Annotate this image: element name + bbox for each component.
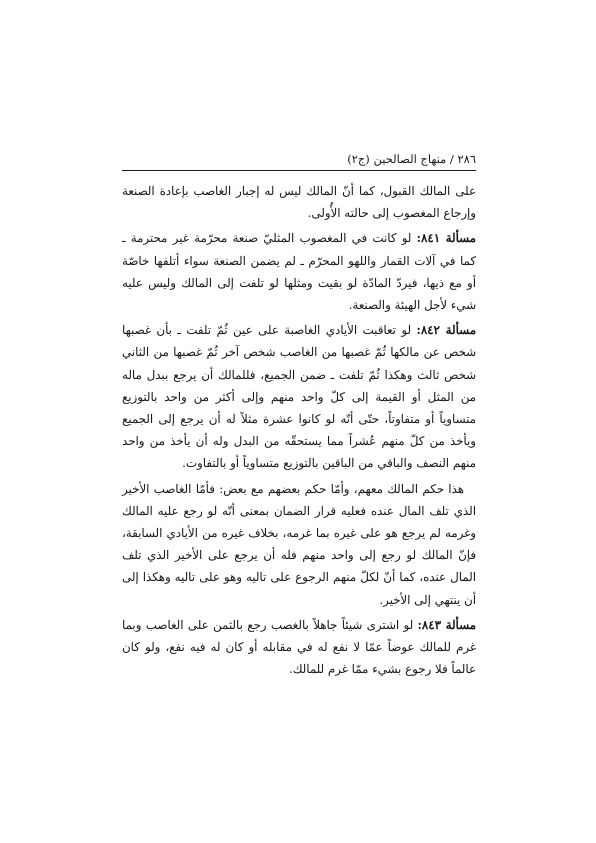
paragraph-continuation <box>122 180 476 224</box>
issue-label: مسألة ٨٤٢: <box>416 323 477 338</box>
paragraph-issue-843 <box>122 614 476 681</box>
issue-label: مسألة ٨٤١: <box>416 231 477 246</box>
book-page <box>122 150 476 683</box>
paragraph-issue-842 <box>122 319 476 474</box>
paragraph-text: لو كانت في المغصوب المثليّ صنعة محرّمة غير محترمة ـ كما في آلات القمار واللهو المحرّم ـ لم يضمن الصنعة سواء أتلفها خاصّة أو مع ذيها، فيردّ المادّة لو بقيت ومثلها لو تلفت إلى المالك وليس عليه شيء لأجل الهيئة والصنعة. <box>122 231 476 313</box>
paragraph-owner-ruling <box>122 478 476 611</box>
paragraph-text: هذا حكم المالك معهم، وأمّا حكم بعضهم مع بعض: فأمّا الغاصب الأخير الذي تلف المال عنده فعليه قرار الضمان بمعنى أنّه لو رجع عليه المالك وغرمه لم يرجع هو على غيره بما غرمه، بخلاف غيره من الأيادي السابقة، فإنّ المالك لو رجع إلى واحد منهم فله أن يرجع على الأخير الذي تلف المال عنده، كما أنّ لكلّ منهم الرجوع على تاليه وهو على تاليه وهكذا إلى أن ينتهي إلى الأخير. <box>122 481 476 607</box>
paragraph-text: لو اشترى شيئاً جاهلاً بالغصب رجع بالثمن على الغاصب وبما غرم للمالك عوضاً عمّا لا نفع له في مقابله أو كان له فيه نفع، ولو كان عالماً فلا رجوع بشيء ممّا غرم للمالك. <box>122 617 476 677</box>
paragraph-text: لو تعاقبت الأيادي الغاصبة على عين ثُمّ تلفت ـ بأن غصبها شخص عن مالكها ثُمّ غصبها من الغاصب شخص آخر ثُمّ غصبها من الثاني شخص ثالث وهكذا ثُمّ تلفت ـ ضمن الجميع، فللمالك أن يرجع ببدل ماله من المثل أو القيمة إلى كلّ واحد منهم وإلى أكثر من واحد بالتوزيع متساوياً أو متفاوتاً، حتّى أنّه لو كانوا عشرة مثلاً له أن يرجع إلى الجميع ويأخذ من كلّ منهم عُشراً مما يستحقّه من البدل وله أن يأخذ من واحد منهم النصف والباقي من الباقين بالتوزيع متساوياً أو بالتفاوت. <box>122 323 476 471</box>
paragraph-issue-841 <box>122 227 476 316</box>
header-rule <box>122 170 476 171</box>
page-header <box>122 150 476 170</box>
page-body <box>122 180 476 680</box>
issue-label: مسألة ٨٤٣: <box>417 617 476 632</box>
running-title: ٢٨٦ / منهاج الصالحين (ج٢) <box>347 152 476 166</box>
paragraph-text: على المالك القبول، كما أنّ المالك ليس له إجبار الغاصب بإعادة الصنعة وإرجاع المغصوب إلى حالته الأُولى. <box>122 184 476 221</box>
